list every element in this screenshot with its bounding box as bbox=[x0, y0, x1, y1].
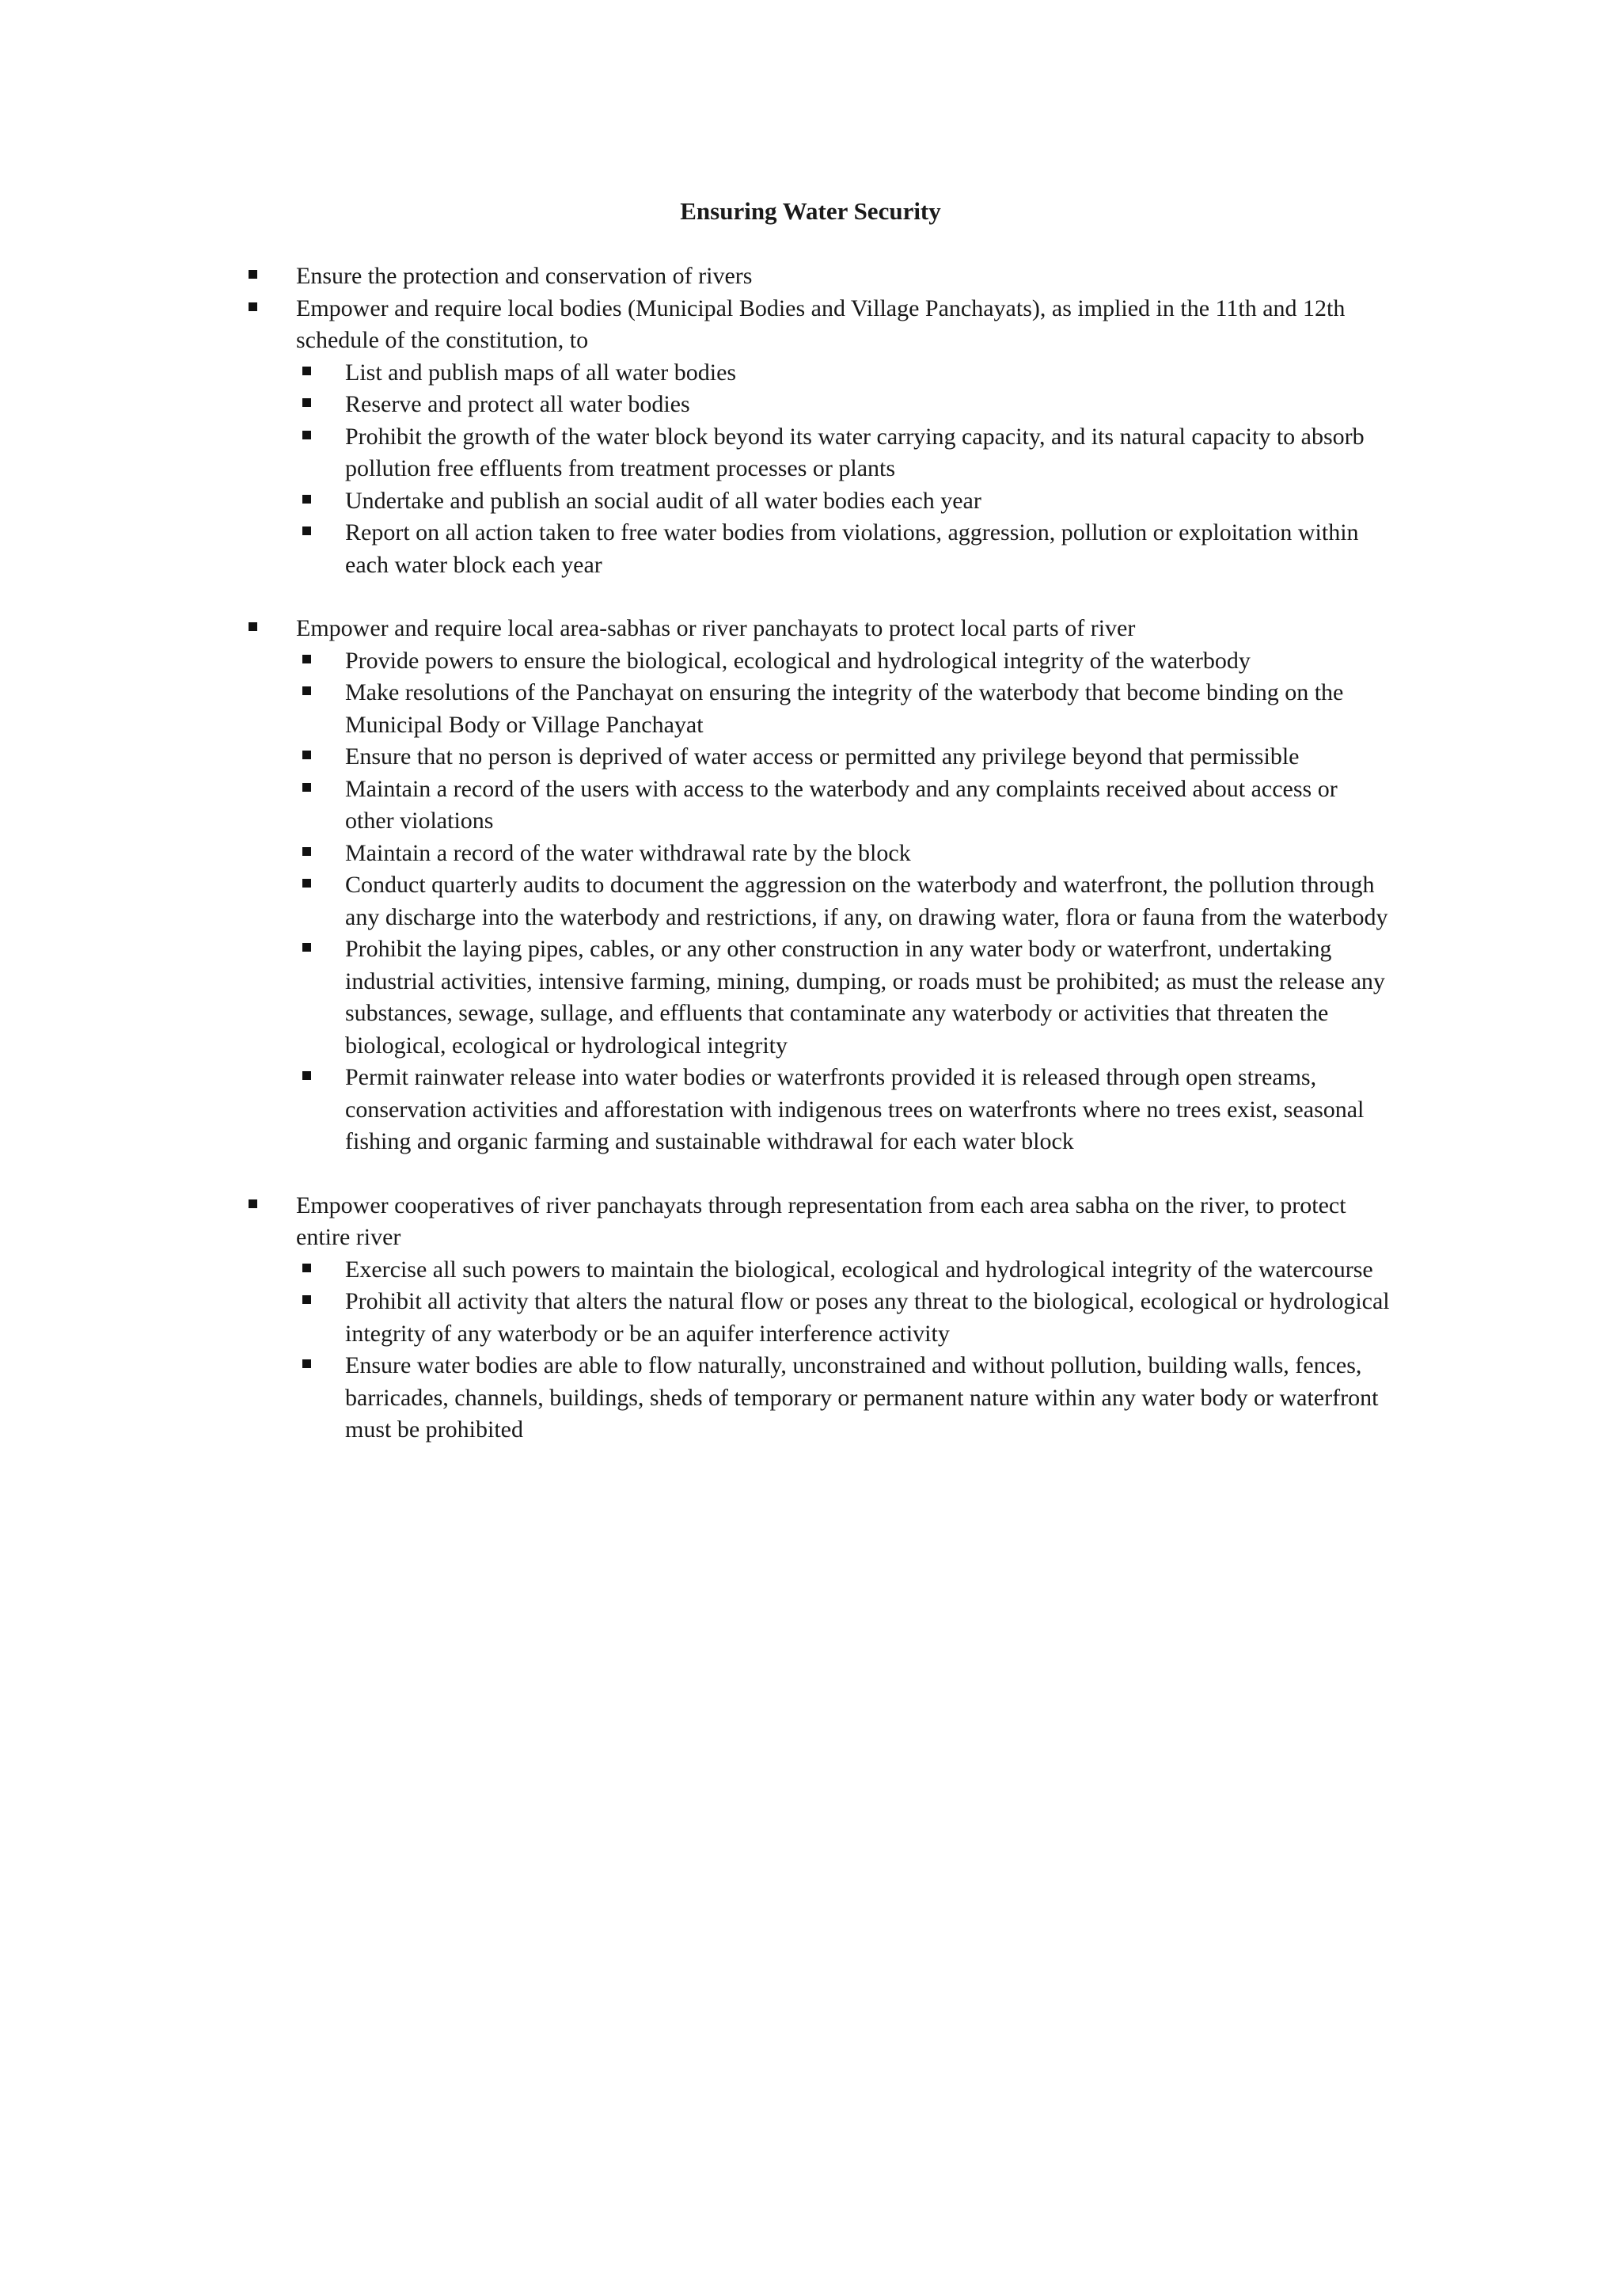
document-body bbox=[243, 260, 1391, 1446]
square-bullet-icon bbox=[302, 1071, 311, 1080]
sub-list-item bbox=[296, 645, 1391, 678]
section-spacer bbox=[243, 1158, 1391, 1190]
sub-list-item bbox=[296, 1062, 1391, 1158]
sub-list-item-text: Provide powers to ensure the biological, ecological and hydrological integrity of the waterbody bbox=[345, 647, 1251, 674]
sub-list-item-text: Prohibit all activity that alters the natural flow or poses any threat to the biological, ecological or hydrological integrity of any waterbody or be an aquifer interference activity bbox=[345, 1288, 1390, 1347]
sub-list-item bbox=[296, 741, 1391, 774]
sub-list-item-text: Conduct quarterly audits to document the aggression on the waterbody and waterfront, the pollution through any discharge into the waterbody and restrictions, if any, on drawing water, flora or fauna from the waterbody bbox=[345, 872, 1388, 930]
sub-list-item bbox=[296, 517, 1391, 581]
sub-list-item bbox=[296, 774, 1391, 838]
square-bullet-icon bbox=[302, 1295, 311, 1304]
sub-list-item-text: Maintain a record of the water withdrawal rate by the block bbox=[345, 839, 911, 866]
sub-list-item-text: Ensure that no person is deprived of water access or permitted any privilege beyond that permissible bbox=[345, 743, 1300, 770]
square-bullet-icon bbox=[302, 495, 311, 504]
sub-list-item-text: Prohibit the laying pipes, cables, or any other construction in any water body or waterfront, undertaking industrial activities, intensive farming, mining, dumping, or roads must be prohibited; as must the release any substances, sewage, sullage, and effluents that contaminate any waterbody or activities that threaten the biological, ecological or hydrological integrity bbox=[345, 936, 1385, 1059]
sub-list-item-text: Make resolutions of the Panchayat on ensuring the integrity of the waterbody that become binding on the Municipal Body or Village Panchayat bbox=[345, 679, 1344, 738]
sub-list-item-text: Reserve and protect all water bodies bbox=[345, 391, 690, 417]
square-bullet-icon bbox=[302, 398, 311, 407]
square-bullet-icon bbox=[302, 847, 311, 856]
square-bullet-icon bbox=[302, 431, 311, 439]
list-item bbox=[243, 293, 1391, 582]
square-bullet-icon bbox=[249, 270, 257, 279]
sub-list-item-text: Exercise all such powers to maintain the biological, ecological and hydrological integrity of the watercourse bbox=[345, 1256, 1373, 1283]
square-bullet-icon bbox=[302, 686, 311, 695]
bullet-list bbox=[243, 1190, 1391, 1446]
list-item bbox=[243, 1190, 1391, 1446]
list-item-text: Empower and require local area-sabhas or river panchayats to protect local parts of river bbox=[296, 615, 1136, 641]
sub-list-item-text: Maintain a record of the users with access to the waterbody and any complaints received about access or other violations bbox=[345, 775, 1338, 834]
sub-list-item bbox=[296, 357, 1391, 390]
square-bullet-icon bbox=[249, 302, 257, 311]
sub-list-item-text: Prohibit the growth of the water block beyond its water carrying capacity, and its natural capacity to absorb pollution free effluents from treatment processes or plants bbox=[345, 423, 1365, 481]
sub-bullet-list bbox=[296, 1254, 1391, 1446]
document-title: Ensuring Water Security bbox=[680, 197, 941, 225]
sub-list-item-text: Report on all action taken to free water bodies from violations, aggression, pollution or exploitation within each water block each year bbox=[345, 519, 1359, 578]
bullet-list bbox=[243, 613, 1391, 1158]
list-item-text: Ensure the protection and conservation of rivers bbox=[296, 263, 753, 289]
sub-list-item bbox=[296, 421, 1391, 485]
square-bullet-icon bbox=[302, 879, 311, 888]
square-bullet-icon bbox=[249, 622, 257, 631]
sub-list-item bbox=[296, 485, 1391, 518]
sub-list-item-text: Ensure water bodies are able to flow naturally, unconstrained and without pollution, building walls, fences, barricades, channels, buildings, sheds of temporary or permanent nature within any water body or waterfront must be prohibited bbox=[345, 1352, 1379, 1443]
sub-list-item bbox=[296, 838, 1391, 870]
sub-bullet-list bbox=[296, 357, 1391, 582]
square-bullet-icon bbox=[302, 367, 311, 375]
sub-list-item-text: Permit rainwater release into water bodies or waterfronts provided it is released through open streams, conservation activities and afforestation with indigenous trees on waterfronts where no trees exist, seasonal fishing and organic farming and sustainable withdrawal for each water block bbox=[345, 1064, 1365, 1154]
square-bullet-icon bbox=[302, 526, 311, 535]
sub-list-item bbox=[296, 1286, 1391, 1350]
square-bullet-icon bbox=[302, 783, 311, 792]
sub-list-item-text: List and publish maps of all water bodies bbox=[345, 359, 737, 386]
sub-list-item bbox=[296, 389, 1391, 421]
list-item bbox=[243, 613, 1391, 1158]
sub-list-item bbox=[296, 869, 1391, 933]
list-item bbox=[243, 260, 1391, 293]
square-bullet-icon bbox=[302, 751, 311, 759]
sub-list-item-text: Undertake and publish an social audit of all water bodies each year bbox=[345, 487, 981, 514]
sub-list-item bbox=[296, 677, 1391, 741]
square-bullet-icon bbox=[302, 1264, 311, 1272]
bullet-list bbox=[243, 260, 1391, 581]
sub-list-item bbox=[296, 1254, 1391, 1287]
section-spacer bbox=[243, 581, 1391, 613]
square-bullet-icon bbox=[302, 655, 311, 663]
square-bullet-icon bbox=[249, 1199, 257, 1208]
square-bullet-icon bbox=[302, 943, 311, 952]
list-item-text: Empower cooperatives of river panchayats through representation from each area sabha on the river, to protect entire river bbox=[296, 1192, 1346, 1250]
square-bullet-icon bbox=[302, 1359, 311, 1368]
sub-list-item bbox=[296, 1350, 1391, 1446]
list-item-text: Empower and require local bodies (Municipal Bodies and Village Panchayats), as implied in the 11th and 12th schedule of the constitution, to bbox=[296, 295, 1346, 353]
sub-list-item bbox=[296, 933, 1391, 1062]
sub-bullet-list bbox=[296, 645, 1391, 1158]
